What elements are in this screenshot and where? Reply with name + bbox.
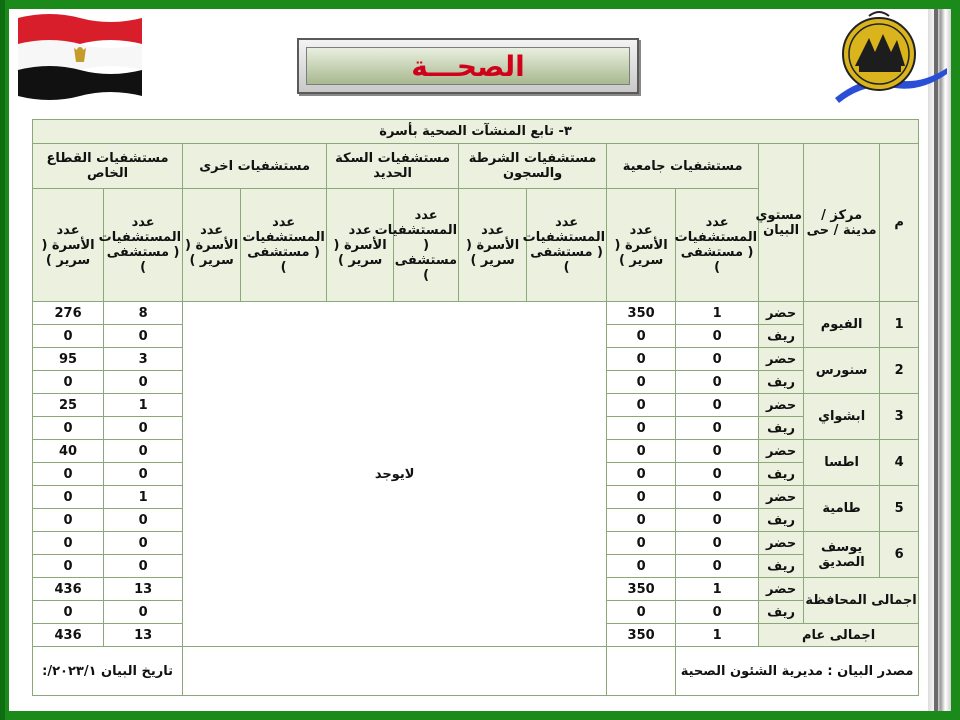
university-hospitals-cell: 0 [676,486,759,509]
level-cell: ريف [759,371,804,394]
frame-left-edge [0,0,5,720]
footer-blank-middle [183,647,607,696]
level-cell: ريف [759,325,804,348]
private-beds-cell: 0 [33,325,104,348]
private-beds-cell: 0 [33,532,104,555]
footer-blank [607,647,676,696]
district-name: يوسف الصديق [804,532,880,578]
level-cell: حضر [759,348,804,371]
university-beds-cell: 0 [607,555,676,578]
private-beds-cell: 0 [33,371,104,394]
university-hospitals-cell: 0 [676,394,759,417]
university-hospitals-cell: 0 [676,325,759,348]
governorate-logo-icon [835,8,948,104]
level-cell: ريف [759,417,804,440]
private-beds-cell: 40 [33,440,104,463]
header-railway-group: مستشفيات السكة الحديد [327,144,459,189]
district-num: 5 [880,486,919,532]
table-row [33,302,919,325]
private-hospitals-cell: 0 [104,371,183,394]
university-beds-cell: 0 [607,463,676,486]
private-hospitals-cell: 0 [104,463,183,486]
level-cell: ريف [759,555,804,578]
private-beds-cell: 95 [33,348,104,371]
private-beds-cell: 0 [33,486,104,509]
right-decorative-bar [928,9,951,711]
level-cell: حضر [759,302,804,325]
district-name: طامية [804,486,880,532]
private-hospitals-cell: 0 [104,509,183,532]
right-decorative-stripe [934,9,938,711]
university-beds-cell: 0 [607,417,676,440]
district-name: سنورس [804,348,880,394]
university-hospitals-cell: 0 [676,601,759,624]
egypt-flag-icon [14,10,146,102]
university-beds-cell: 0 [607,394,676,417]
university-beds-cell: 0 [607,509,676,532]
university-hospitals-cell: 0 [676,440,759,463]
university-beds-cell: 350 [607,624,676,647]
title-banner [297,38,639,94]
university-hospitals-cell: 1 [676,578,759,601]
header-university-hospitals: عدد المستشفيات ( مستشفى ) [676,189,759,302]
footer-row [33,647,919,696]
none-cell: لايوجد [183,302,607,647]
level-cell: حضر [759,394,804,417]
university-hospitals-cell: 1 [676,302,759,325]
header-university-group: مستشفيات جامعية [607,144,759,189]
university-hospitals-cell: 0 [676,509,759,532]
header-private-hospitals: عدد المستشفيات ( مستشفى ) [104,189,183,302]
header-center: مركز / مدينة / حى [804,144,880,302]
private-hospitals-cell: 3 [104,348,183,371]
grand-total-label: اجمالى عام [759,624,919,647]
university-hospitals-cell: 1 [676,624,759,647]
university-beds-cell: 350 [607,578,676,601]
level-cell: ريف [759,463,804,486]
university-beds-cell: 0 [607,486,676,509]
header-other-hospitals: عدد المستشفيات ( مستشفى ) [241,189,327,302]
table-caption: ٣- تابع المنشآت الصحية بأسرة [33,120,919,144]
header-railway-beds: عدد الأسرة ( سرير ) [327,189,394,302]
private-beds-cell: 436 [33,624,104,647]
governorate-total-label: اجمالى المحافظة [804,578,919,624]
private-hospitals-cell: 0 [104,555,183,578]
private-hospitals-cell: 0 [104,417,183,440]
private-hospitals-cell: 0 [104,325,183,348]
district-name: اطسا [804,440,880,486]
university-hospitals-cell: 0 [676,463,759,486]
university-beds-cell: 0 [607,325,676,348]
header-private-beds: عدد الأسرة ( سرير ) [33,189,104,302]
level-cell: حضر [759,486,804,509]
source-note: مصدر البيان : مديرية الشئون الصحية [676,647,919,696]
header-other-beds: عدد الأسرة ( سرير ) [183,189,241,302]
university-hospitals-cell: 0 [676,555,759,578]
header-level: مستوي البيان [759,144,804,302]
private-hospitals-cell: 1 [104,486,183,509]
private-hospitals-cell: 0 [104,601,183,624]
header-railway-hospitals: عدد المستشفيات ( مستشفى ) [394,189,459,302]
level-cell: حضر [759,532,804,555]
level-cell: حضر [759,578,804,601]
university-beds-cell: 0 [607,440,676,463]
private-hospitals-cell: 8 [104,302,183,325]
private-beds-cell: 0 [33,509,104,532]
private-beds-cell: 0 [33,463,104,486]
private-beds-cell: 25 [33,394,104,417]
district-num: 2 [880,348,919,394]
private-beds-cell: 0 [33,601,104,624]
district-num: 6 [880,532,919,578]
university-beds-cell: 350 [607,302,676,325]
header-police-beds: عدد الأسرة ( سرير ) [459,189,527,302]
page-title: الصحـــة [411,49,525,83]
date-note: تاريخ البيان ٢٠٢٣/١/: [33,647,183,696]
private-beds-cell: 0 [33,555,104,578]
district-num: 1 [880,302,919,348]
private-hospitals-cell: 0 [104,532,183,555]
district-num: 4 [880,440,919,486]
private-beds-cell: 436 [33,578,104,601]
header-other-group: مستشفيات اخرى [183,144,327,189]
private-beds-cell: 0 [33,417,104,440]
district-name: ابشواي [804,394,880,440]
district-num: 3 [880,394,919,440]
university-hospitals-cell: 0 [676,417,759,440]
title-banner-inner [306,47,630,85]
university-hospitals-cell: 0 [676,371,759,394]
level-cell: حضر [759,440,804,463]
university-beds-cell: 0 [607,371,676,394]
header-police-group: مستشفيات الشرطة والسجون [459,144,607,189]
university-hospitals-cell: 0 [676,532,759,555]
district-name: الفيوم [804,302,880,348]
private-beds-cell: 276 [33,302,104,325]
header-police-hospitals: عدد المستشفيات ( مستشفى ) [527,189,607,302]
private-hospitals-cell: 1 [104,394,183,417]
level-cell: ريف [759,601,804,624]
university-hospitals-cell: 0 [676,348,759,371]
private-hospitals-cell: 13 [104,624,183,647]
private-hospitals-cell: 13 [104,578,183,601]
header-num: م [880,144,919,302]
header-private-group: مستشفيات القطاع الخاص [33,144,183,189]
university-beds-cell: 0 [607,601,676,624]
university-beds-cell: 0 [607,532,676,555]
private-hospitals-cell: 0 [104,440,183,463]
health-facilities-table [32,119,919,696]
level-cell: ريف [759,509,804,532]
university-beds-cell: 0 [607,348,676,371]
header-university-beds: عدد الأسرة ( سرير ) [607,189,676,302]
